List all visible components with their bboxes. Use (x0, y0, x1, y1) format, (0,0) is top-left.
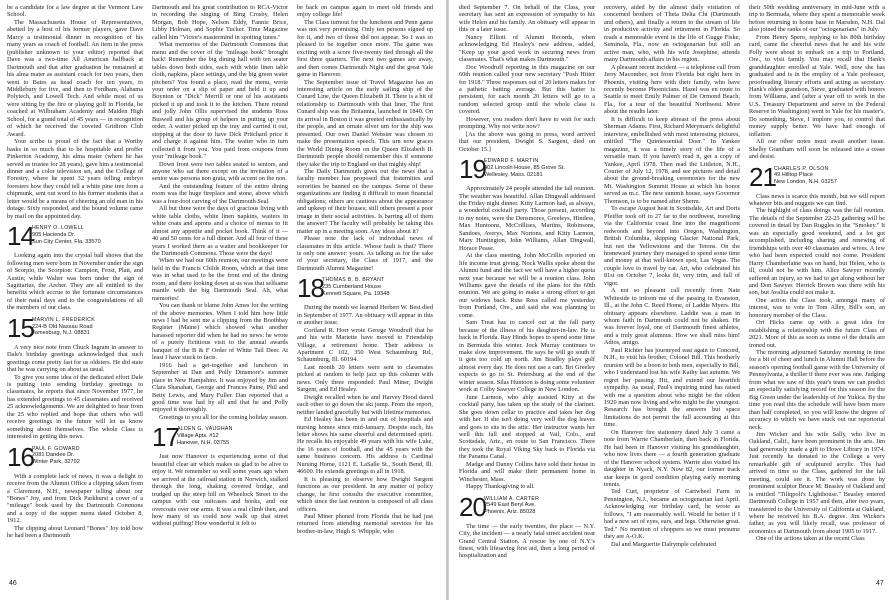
class-secretary-address (177, 425, 233, 446)
paragraph: Ted Curt, proprietor of Cartwheel Farm in Pennington, N.J., became an octogenarian last April. Acknowledging our birthday card, he wrote as follows, "I am reasonably well. Would be better if I had a new set of eyes, ears, and legs. Otherwise great. Ted." No mention of choppers so we must presume they are A-O.K. (604, 488, 740, 541)
paragraph: Looking again into the crystal ball shows that the following men were born in November under the sign of Scorpio, the Scorpion: Campion, Frost, Platt, and Austin; while Walter was born under the sign of Sagittarius, the Archer. They are all entitled to the benefits which accrue to the fortunate circumstances of their natal days and to the congratulations of all the members of our class. (7, 252, 143, 312)
address-line: Winter Park, 32792 (32, 459, 80, 466)
paragraph: A not so pleasant call recently from Nate Whiteside to inform me of the passing in Evanston, Ill., at the John C. Reed Home, of Laddie Myers. His obituary appears elsewhere. Laddie was a man in whom faith in Dartmouth could not be shaken. He was forever loyal, one of Dartmouth finest athletes, and a truly great alumnus. How we shall miss him! Adios, amigo. (604, 287, 740, 347)
class-secretary-address (32, 445, 80, 466)
secretary-name: MARVIN L. FREDERICK (32, 316, 95, 323)
paragraph: Ort Hicks came up with a great idea for establishing a relationship with the future Class of 2021. More of this as soon as some of the details are ironed out. (749, 319, 885, 349)
paragraph: be a candidate for a law degree at the Vermont Law School. (7, 4, 143, 19)
paragraph: A very nice note from Chuck Ingram in answer to Dale's birthday greetings acknowledged that such greetings come pretty fast for us oldsters. He did state that he was carrying on about as usual. (7, 343, 143, 374)
paragraph: their 50th wedding anniversary in mid-June with a trip to Bermuda, where they spent a memorable week before returning to home base in Marsden, N.H. Dal also joined the ranks of our "octogenarians" in July. (749, 4, 885, 34)
paragraph: The clipping about Leonard "Bones" Joy told how he had been a Dartmouth (7, 524, 143, 540)
paragraph: Happy Thanksgiving to all. (466, 483, 535, 491)
paragraph: What memories of the Dartmouth Commons that menu and the cover of the "mileage book" brought back! Remember the big dining hall with ten seater tables down both sides, each with white linen table cloth, napkins, place settings, and the big green water pitchers? You found a place, read the menu, wrote your order on a slip of paper and held it up and Boynton or "Dick" Merrill or one of his assistants picked it up and took it to the kitchen. There rotund and jolly John Ollis supervised the students Ross Buswell and his group of helpers in putting up your order. A waiter picked up the tray and carried it out, stopping at the door to have Dick Pritchard price it and charge it against him. The waiter who in turn collected it from you. You paid from coupons from your "mileage book." (152, 41, 288, 161)
paragraph: Dwight recalled when he and Harvey Hood dared each other to go down the ski jump. From the report, neither landed gracefully but with lifetime memories. (297, 393, 433, 416)
paragraph: [As the above was going to press, word arrived that our president, Dwight S. Sargent, died on October 15.] (459, 130, 595, 153)
paragraph: Nancy Elliott of Alumni Records, when acknowledging Ed Healey's new address, added, "Keep up your good work in securing news from classmates. That's what makes Dartmouth." (459, 33, 595, 64)
column-5 (604, 4, 740, 548)
paragraph: Ed Healey has been in and out of hospitals and nursing homes since mid-January. Despite such, his letter shows his same cheerful and determined spirit. He recalls his enjoyable 49 years with his wife Luke, the 16 years of football, and the 45 years with the same business concern. His address is Cardinal Nursing Home, 1121 E. LaSalle St., South Bend, Ill. 46600. He extends greetings to all in 1918. (297, 416, 433, 476)
paragraph: One action the Class took, amongst many of interest, was to vote in Tom Alley, Bill's son, an honorary member of the Class. (749, 296, 885, 319)
address-line: Kennett Square, Pa. 19348 (322, 290, 390, 297)
column-3 (297, 4, 433, 535)
secretary-name: ALDEN G. VAUGHAN (177, 426, 233, 433)
paragraph: The morning adjourned Saturday morning in time for a bit of cheer and lunch in Alumni Hall before the season's opening football game with the University of Pennsylvania, a thriller if there ever was one. Judging from what we saw of this year's team we can predict an especially satisfying record for this season for the Big Green under the leadership of Joe Yukica. By the time you read this the schedule will have been more than half completed, so you will know the degree of accuracy to which we have stuck out our reportorial neck. (749, 349, 885, 431)
class-heading-1915 (7, 312, 143, 343)
class-heading-1918 (297, 273, 433, 304)
paragraph: From Henry Spero, replying to his 80th birthday card, came the cheerful news that he and his wife Polly were about to embark on a trip to Portland, Ore., to visit family. You may recall that Hank's granddaughter enrolled at Yale. Well, now she has graduated and is in the employ of a Yale professor, proofreading literary efforts and acting as secretary. Hank's oldest grandson, Steve, graduated with honors from Williams, and (after a year off to work in the U.S. Treasury Department and serve in the Federal Reserve in Washington) went to Yale for his master's. Do something, Steve, I implore you, to control that money supply better. We have had enough of inflation. (749, 33, 885, 138)
class-heading-1916 (7, 441, 143, 472)
class-heading-1921 (749, 161, 885, 192)
class-heading-1920 (459, 491, 595, 522)
address-line: New London, N.H. 03257 (774, 179, 837, 186)
paragraph: died September 7. On behalf of the Class, your secretary has sent an expression of sympathy to his wife Helen and his family. An obituary will appear in this or a later issue. (459, 4, 595, 34)
address-line: 905 Hacienda Dr. (32, 231, 76, 238)
address-line: 49 Hilltop Place (774, 172, 813, 179)
paragraph: Jim Wicker and his wife Sally, who live in Oakland, Calif., have been prominent in the arts. Jim had generously made a gift to Howe Library in 1974. Just recently he donated to the College a very remarkable gift of sculptured acrylic. This had arrived in time so the Class, gathered for the fall meeting, could see it. The work was done by prominent sculptor Bruce M. Beasley of Oakland and is entitled "Tiliqpoli's Lighthouse." Beasley entered Dartmouth College in 1957 and then, after two years, transferred to the University of California at Oakland, where he received his B.A. degree. Jim Wicker's father, as you will likely recall, was professor of economics at Dartmouth from about 1905 to 1917. (749, 431, 885, 535)
paragraph: Class news is scarce this month, but we will report whatever bits and nuggets we can find. (749, 192, 885, 207)
paragraph: 1916 had a get-together and luncheon in September at Dan and Polly Dinsmore's summer place in New Hampshire. It was enjoyed by Jim and Clara Shanahan, George and Frances Paine, Phil and Betty Lewis, and Mary Fuller. Dan reported that a good time was had by all and that he and Polly enjoyed it thoroughly. (152, 361, 288, 414)
class-year: 17 (152, 422, 179, 453)
paragraph: However, you readers don't have to wait for such prompting. Why not write now? (459, 115, 595, 131)
paragraph: Your scribe is proud of the fact that a Worthy basks in so much that to be hospitable and proffer Pinkerton Academy, his alma mater (where he has served as trustee for 28 years), gave him a testimonial dinner and a color television set, and the College of Forestry, where he spent 32 years telling embryo foresters how they could tell a white pine tree from a chipmunk, sent out word to his former students that a letter would be a means of cheering an old man in his dotage. Sixty responded, and the bound volume came by mail on the appointed day. (7, 138, 143, 220)
paragraph: Dartmouth and his great contribution to RCA-Victor in recording the singing of Bing Crosby, Helen Morgan, Bob Hope, Nelson Eddy, Fannie Brice, Libby Holman, and Sophie Tucker. Time Magazine called him "Victor's mastermind in spotting tunes." (152, 4, 288, 41)
paragraph: The time — the early twenties, the place — N.Y. City, the incident — a nearly fatal street accident near Grand Central Station. A rescue by one of N.Y.'s finest, with lifesaving first aid, then a long period of hospitalization and (459, 522, 595, 560)
address-line: 2081 Dandee Dr. (32, 452, 75, 459)
class-heading-1917 (152, 422, 288, 453)
paragraph: With a complete lack of news, it was a delight to receive from the Alumni Office a clipping taken from a Claremont, N.H., newspaper telling about our "Bones" Joy, and from Dick Parkhurst a cover of a "mileage" book used by the Dartmouth Commons and a copy of the supper menu dated October 8, 1912. (7, 472, 143, 525)
address-line: 402 Lincoln House, 85 Grove St. (484, 164, 565, 171)
paragraph: Just now Hanover is experiencing some of that beautiful clear air which makes us glad to be alive to enjoy it. We remember so well some years ago when we arrived at the railroad station in Norwich, stalked through the long, shaking covered bridge, and trudged up the steep hill on Wheelock Street to the campus with our suitcases and books, and our overcoats over our arms. It was a real climb then, and how many of us could now walk up that street without puffing! How wonderful it felt to (152, 453, 288, 528)
class-year: 19 (459, 154, 486, 185)
paragraph: You can thank or blame John Ames for the writing of the above memories. When I told him how little news I had he sent me a clipping from the Boothbay Register (Maine) which showed what another harassed reporter did when he had no news: he wrote of a purely fictitious visit to the annual awards banquet of the B & F Order of White Tail Deer. At least I have stuck to facts. (152, 302, 288, 362)
class-year: 18 (297, 273, 324, 304)
class-secretary-address (32, 316, 95, 337)
paragraph: It is pleasing to observe how Dwight Sargent functions as our president. In any matter of policy change, he first consults the executive committee, which since the last reunion is composed of all class officers. (297, 475, 433, 513)
paragraph: The Massachusetts House of Representatives, abetted by a host of his former players, gave Dave Marcy a testimonial dinner in recognition of his many years as coach of football. An item in the press (publisher unknown to your editor) reported that Dave was a two-time All American halfback at Dartmouth and that after graduation he remained at his alma mater as assistant coach for two years, then went to Bates as head coach for ten years, to Middlebury for five, and then to Fordham, Alabama Polytech, and Lowell Tech. And while most of us were sitting by the fire or playing golf in Florida, he coached at Wilbraham Academy and Maiden High School, for a grand total of 45 years — in recognition of which he received the coveted Gridiron Club Award. (7, 18, 143, 138)
secretary-name: WILLIAM A. CARTER (484, 495, 540, 502)
paragraph: Paul Miner phoned from Florida that he had just returned from attending memorial services for his brother-in-law, Hugh S. Whipple, who (297, 513, 433, 535)
column-1 (7, 4, 143, 540)
paragraph: Cortland R. Horr wrote George Woodruff that he and his wife Mariette have moved to Friendship Village, a retirement home. Their address is Apartment C 102, 350 West Schaumburg Rd., Schaumburg, Ill. 60194. (297, 326, 433, 364)
paragraph: Down front were two tables seated to seniors, and anyone who sat there except on the invitation of a senior was persona non grata, with accent on the non. (152, 160, 288, 183)
address-line: Village Apts. #12 (177, 433, 219, 440)
address-line: Wellesley, Mass. 02181 (484, 171, 543, 178)
paragraph: The Class turnout for the luncheon and Penn game was not very promising. Only ten persons signed up for it, and two of those did not appear. So I was so pleased to be together once more. The game was exciting with a score five-twenty tied through all the first three quarters. The next two games are away, and then comes Dartmouth Night and the great Yale game in Hanover. (297, 18, 433, 79)
class-secretary-address (32, 224, 101, 245)
paragraph: Greetings to you all for the coming holiday season. (159, 413, 288, 421)
column-4 (459, 4, 595, 560)
paragraph: On Hanover fire stationery dated July 3 came a note from Warrie Chamberlain, then back in Florida. He had been in Hanover visiting his granddaughter, who now lives there — a fourth generation graduate of the Hanover school system. Warrie also visited his daughter in Nyack, N.Y. Now 82, our former track star keeps in good condition playing early morning tennis. (604, 428, 740, 488)
secretary-name: HENRY O. LOWELL (32, 225, 84, 232)
address-line: 224-B Old Nassau Road (32, 323, 93, 330)
paragraph: At the class meeting, John McCrillis reported on life income trust giving. Nock Wallis spoke about the Alumni fund and the fact we will have a higher quota next year because we will be a reunion class. John Williams gave the details of the plans for the 60th reunion. We are going to make a strong effort to get our widows back. Russ Ross called me yesterday from Portland, Ore., and said she was planning to come. (459, 252, 595, 319)
paragraph: Paul Richter has journeyed east again to Concord, N.H., to visit his brother, Colonel Bill. This brotherly reunion will be a boon to both men, especially to Bill, who I understand lost his wife Kathy last autumn. We regret her passing. Hit, and extend our heartfelt sympathy. As usual, Paul's inquiring mind has raised with me a question about who might be the oldest 1920 man now living and who might be the youngest. Research has brought the answers but space limitations do not permit the full accounting at this time. (604, 346, 740, 429)
secretary-name: EDWARD F. MARTIN (484, 158, 539, 165)
paragraph: One of the actions taken at the recent Class (756, 535, 865, 543)
class-secretary-address (774, 165, 837, 186)
address-line: 2549 East Beryl Ave. (484, 502, 536, 509)
paragraph: All but three were the days of gracious living with white table cloths, white linen napkins, waiters in white coats and aprons and a choice of menus to fit almost any appetite and pocket book. Think of it — 40 and 50 cents for a full dinner. And all four of these years I worked there as a waiter and bookkeeper for the Dartmouth Commons. Those were the days! (152, 205, 288, 257)
class-heading-1914 (7, 221, 143, 252)
class-year: 21 (749, 161, 776, 192)
column-6 (749, 4, 885, 543)
paragraph: And the outstanding feature of the entire dining room was the huge fireplace and stone, above which was a four-foot carving of the Dartmouth Seal. (152, 182, 288, 205)
class-secretary-address (322, 276, 390, 297)
paragraph: To escape August heat in Scottsdale, Art and Doris Pfeiffer took off to 27 far to the northwest, traveling via the California coast line into the magnificent redwoods and beyond into Oregon, Washington, British Columbia, skipping Glacier National Park, but not the Yellowstone and the Tetons. On the homeward journey they managed to spend some time and money at that well-known spot, Las Vegas. The couple love to travel by car. Art, who celebrated his 81st on October 7, looks fit, very trim, and full of vigor. (604, 205, 740, 287)
address-line: Hanover, N.H. 03755 (177, 439, 230, 446)
paragraph: Madge and Danny Collins have sold their house in Florida and will make their permanent home in Winchester, Mass. (459, 460, 595, 483)
paragraph: Approximately 24 people attended the fall reunion. The weather was beautiful. Allan Dingwall addressed the Friday night dinner. Kitty Larmon had, as always, a wonderful cocktail party. Those present, according to my notes, were the Densmores, Greeleys, Hindess, Max Huntoons, McCrillises, Martins, Robinsons, Sandoes, Averys, Max Nortons, and Kitty Larmon, Mary Huntington, John Williams, Allan Dingwall, Horace Pease. (459, 185, 595, 252)
paragraph: Dal and Marguerite Dalrymple celebrated (611, 540, 717, 548)
paragraph: The September issue of Travel Magazine has an interesting article on the early sailing ship of the Cunard Line, the Queen Elizabeth II. There is a bit of relationship to Dartmouth with that liner. The first Cunard ship was the Britannia, launched in 1840. On its arrival in Boston it was greeted enthusiastically by the people, and an ornate silver urn for the ship was presented. Our own Daniel Webster was chosen to make the presentation speech. This urn now graces the World Dining Room on the Queen Elizabeth II. Dartmouth people should remember this if someone they take the trip to England on that mighty ship! (297, 78, 433, 168)
page-gutter (446, 0, 449, 600)
paragraph: Doc Woodruff reporting in this magazine on our 60th reunion called your new secretary "Posh Hitter for 1918." Three responses out of 20 letters makes for a pathetic batting average. But this batter is persistent, for each month 20 letters will go to a random selected group until the whole class is covered. (459, 63, 595, 116)
paragraph: During the month we learned Herbert W. Best died in September of 1977. An obituary will appear in this or another issue. (297, 304, 433, 327)
column-2 (152, 4, 288, 528)
address-line: Phoenix, Ariz. 85028 (484, 509, 536, 516)
paragraph: June Larmon, who ably assisted Kitty at the cocktail party, has taken up the study of the clarinet. She goes down cellar to practice and takes her dog with her. If she isn't doing very well the dog leaves and goes to sits in the attic. Her instructor wants her well this fall and stopped at Vail, Colo., and Scottsdale, Ariz., en route to San Francisco. There they took the Royal Viking Sky back to Florida via the Panama Canal. (459, 393, 595, 461)
paragraph: It is difficult to keep abreast of the press about Sherman Adams. First, Richard Meryman's delightful interview, embellished with most interesting pictures, entitled "The Quintessential Doer." In Yankee magazine, it was a timely story of the life of a versatile man. If you haven't read it, get a copy of Yankee, April 1978. Then read the Littleton, N.H., Courier of July 12, 1978, and see pictures and detail about the ground-breaking ceremonies for the new Mt. Washington Summit House at which his honor served as m.c. The new summit house, says Governor Thomson, is to be named after Sherm. (604, 115, 740, 205)
class-heading-1919 (459, 154, 595, 185)
paragraph: Sam Treat has to cancel out at the fall party because of the illness of his daughter-in-law. He is back in Florida. Ray Hinds hopes to spend some time in Bermuda this winter. Jock Murray continues to make slow improvement. He says he will go south if it gets too cold up north. Jim Bradley plays golf almost every day. He does not use a cart. Bri Greeley expects to go to St. Petersburg at the end of the winter season. Silas Huntoon is doing some volunteer work at Colby Sawyer College in New London. (459, 319, 595, 394)
paragraph: The highlight of class doings was the fall reunion. The details of the September 22-23 gathering will be covered in detail by Dan Ruggles in the "Smokey." It was an especially good weekend, and a lot got accomplished, including sharing and renewing of friendships with over 40 classmates and wives. A few who had been expected could not come. President Harry Chamberlaine was on hand, but Helen, who is ill, could not be with him. Alice Sawyer recently suffered an injury, so we had to get along without her and Don Sawyer. Herrick Brown was there with his son, but Avalita could not make it. (749, 207, 885, 297)
paragraph: Last month 20 letters were sent to classmates picked at random to help jazz up this column with news. Only three responded: Paul Miner, Dwight Sargent, and Ed Healey. (297, 363, 433, 394)
class-year: 20 (459, 491, 486, 522)
page-number-left: 46 (9, 580, 17, 587)
paragraph: be back on campus again to meet old friends and enjoy college life! (297, 4, 433, 19)
class-secretary-address (484, 157, 565, 178)
paragraph: recovery, aided by the almost daily visitation of concerned brothers of Theta Delta Chi (Dartmouth and others), and finally a return to the stream of life in productive activity and retirement in Florida. So reads a memorable event in the life of Gugge Fiske, Seminola, Fla., now an octogenarian but still an active man, who, with his wife Josephine, attends many Dartmouth affairs in his region. (604, 4, 740, 64)
secretary-name: PAUL F. GOWARD (32, 445, 80, 452)
paragraph: To give you some idea of the dedicated effort Dale is putting into sending birthday greetings to classmates, he reports that since November 1977, he has extended greetings to 45 classmates and received 25 acknowledgements. We are delighted to hear from the 25 who replied and hope that others who will receive greetings in the future will let us know something about themselves. The whole Class is interested in getting this news. (7, 373, 143, 441)
paragraph: A pleasant recent incident — a telephone call from Jerry Macomber, not from Florida but right here in Phoenix, visiting here with their family, who have recently become Phoenicians. Hazel was en route to Seattle to meet Emily Palmer of De Ormond Beach, Fla., for a tour of the beautiful Northwest. More about the results later. (604, 63, 740, 116)
secretary-name: CHARLES P. OLSON (774, 165, 829, 172)
class-year: 16 (7, 441, 34, 472)
class-secretary-address (484, 495, 539, 516)
class-year: 15 (7, 312, 34, 343)
page-number-right: 47 (876, 580, 884, 587)
address-line: Jamesburg, N.J. 08831 (32, 330, 90, 337)
address-line: 235 Cumberland House (322, 284, 382, 291)
paragraph: The Daily Dartmouth gives out the news that a faculty member has proposed that fraternities and sororities be banned on the campus. Some of these organizations are finding it difficult to meet financial obligations; others are cautious about the appearance and upkeep of their houses; still others present a poor image in their social activities. Is barring all of them the answer? The faculty will probably be taking this matter up in a meeting soon. Any ideas about it? (297, 167, 433, 235)
paragraph: Please note the lack of individual news of classmates in this article. Whose fault is that? There is only one answer: yours. As talking as for the sake of your secretary, the Class of 1917, and the Dartmouth Alumni Magazine! (297, 235, 433, 272)
paragraph: All our other notes must await another issue. Shelby Grantham will soon be released into a cease and desist. (749, 138, 885, 161)
paragraph: When we had our 60th reunion, our meetings were held in the Francis Childs Room, which at that time was in what used to be the front end of the dining room, and there looking down at us was that selfsame mantle with the big Dartmouth Seal. Ah, what memories! (152, 257, 288, 302)
secretary-name: THOMAS B. B. BRYANT (322, 277, 385, 284)
class-year: 14 (7, 221, 34, 252)
address-line: Sun City Center, Fla. 33570 (32, 238, 101, 245)
